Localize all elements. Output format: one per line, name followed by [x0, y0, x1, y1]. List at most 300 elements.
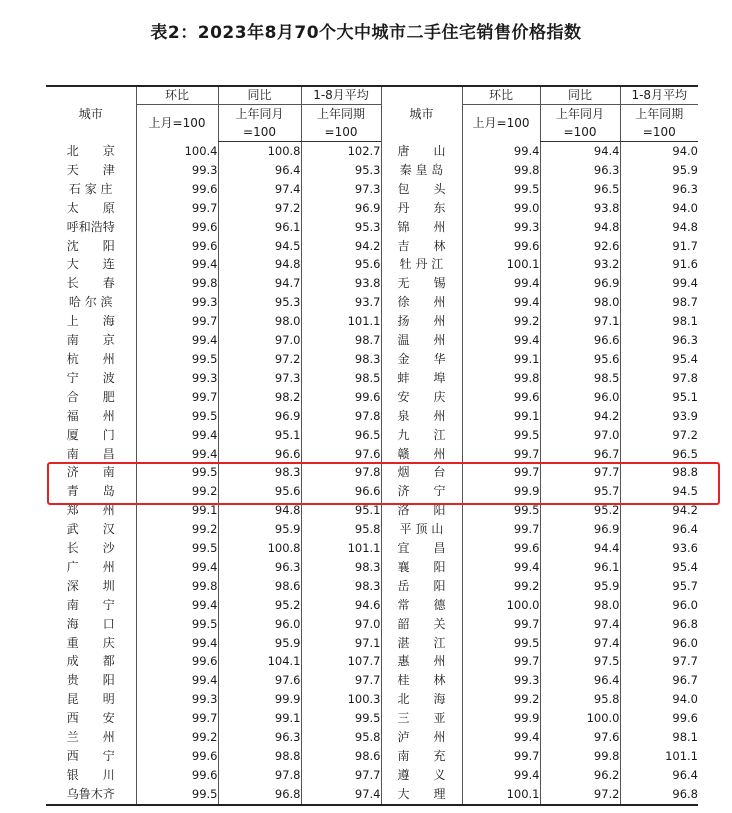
city-name: 太 原	[66, 200, 115, 215]
table-row	[46, 577, 698, 596]
mom-value: 99.7	[462, 615, 540, 634]
city-name: 温 州	[381, 331, 462, 350]
city-name: 南 宁	[66, 597, 115, 612]
city-name: 上 海	[66, 314, 115, 329]
avg-value: 97.7	[301, 766, 381, 785]
city-name: 遵 义	[381, 766, 462, 785]
city-name: 贵 阳	[66, 673, 115, 688]
mom-value: 99.4	[462, 274, 540, 293]
city-name: 深 圳	[66, 578, 115, 593]
avg-value: 100.3	[301, 690, 381, 709]
city-name: 青 岛	[66, 484, 115, 499]
city-name: 广 州	[66, 559, 115, 574]
table-row	[46, 350, 698, 369]
table-row	[46, 237, 698, 256]
mom-value: 99.1	[462, 350, 540, 369]
mom-value: 99.3	[136, 690, 218, 709]
mom-value: 99.3	[136, 161, 218, 180]
yoy-value: 97.6	[218, 671, 301, 690]
avg-value: 95.6	[301, 255, 381, 274]
yoy-value: 95.6	[540, 350, 620, 369]
header-avg-left: 1-8月平均	[301, 86, 381, 105]
mom-value: 99.6	[462, 237, 540, 256]
yoy-value: 98.0	[540, 293, 620, 312]
avg-value: 95.7	[620, 577, 698, 596]
yoy-value: 96.9	[540, 274, 620, 293]
avg-value: 95.1	[620, 388, 698, 407]
city-name: 长 春	[66, 276, 115, 291]
table-row	[46, 142, 698, 161]
avg-value: 98.5	[301, 369, 381, 388]
avg-value: 94.0	[620, 142, 698, 161]
mom-value: 99.0	[462, 199, 540, 218]
table-row	[46, 255, 698, 274]
avg-value: 93.6	[620, 539, 698, 558]
mom-value: 99.4	[136, 596, 218, 615]
yoy-value: 95.2	[218, 596, 301, 615]
table-row	[46, 596, 698, 615]
avg-value: 98.7	[620, 293, 698, 312]
yoy-value: 100.0	[540, 709, 620, 728]
avg-value: 93.8	[301, 274, 381, 293]
mom-value: 99.1	[136, 501, 218, 520]
mom-value: 99.4	[136, 634, 218, 653]
city-name: 海 口	[66, 616, 115, 631]
yoy-value: 94.8	[218, 255, 301, 274]
city-name: 蚌 埠	[381, 369, 462, 388]
table-row	[46, 671, 698, 690]
avg-value: 97.2	[620, 426, 698, 445]
yoy-value: 104.1	[218, 652, 301, 671]
avg-value: 101.1	[301, 312, 381, 331]
table-row	[46, 199, 698, 218]
avg-value: 96.8	[620, 785, 698, 805]
yoy-value: 100.8	[218, 142, 301, 161]
yoy-value: 98.2	[218, 388, 301, 407]
mom-value: 99.3	[462, 218, 540, 237]
mom-value: 99.9	[462, 709, 540, 728]
table-row	[46, 728, 698, 747]
avg-value: 95.9	[620, 161, 698, 180]
table-row	[46, 218, 698, 237]
avg-value: 95.8	[301, 728, 381, 747]
city-name: 济 南	[66, 465, 115, 480]
avg-value: 96.6	[301, 482, 381, 501]
mom-value: 99.8	[136, 577, 218, 596]
avg-value: 96.3	[620, 180, 698, 199]
mom-value: 99.3	[136, 369, 218, 388]
yoy-value: 95.8	[540, 690, 620, 709]
city-name: 呼和浩特	[66, 219, 115, 234]
yoy-value: 94.5	[218, 237, 301, 256]
table-row	[46, 615, 698, 634]
mom-value: 99.4	[136, 671, 218, 690]
avg-value: 98.3	[301, 350, 381, 369]
city-name: 成 都	[66, 654, 115, 669]
city-name: 泸 州	[381, 728, 462, 747]
yoy-value: 96.7	[540, 445, 620, 464]
yoy-value: 97.2	[218, 350, 301, 369]
mom-value: 99.8	[136, 274, 218, 293]
price-index-table	[46, 85, 698, 806]
city-name: 宜 昌	[381, 539, 462, 558]
header-yoy-left: 同比	[218, 86, 301, 105]
avg-value: 98.1	[620, 728, 698, 747]
table-row	[46, 520, 698, 539]
header-avg-sub1-left: 上年同期	[301, 105, 381, 124]
city-name: 重 庆	[66, 635, 115, 650]
table-row	[46, 274, 698, 293]
avg-value: 97.7	[301, 671, 381, 690]
yoy-value: 96.0	[218, 615, 301, 634]
mom-value: 99.6	[462, 388, 540, 407]
mom-value: 99.9	[462, 482, 540, 501]
avg-value: 94.6	[301, 596, 381, 615]
mom-value: 99.4	[136, 331, 218, 350]
mom-value: 99.6	[462, 539, 540, 558]
mom-value: 99.5	[462, 180, 540, 199]
avg-value: 95.8	[301, 520, 381, 539]
city-name: 烟 台	[381, 463, 462, 482]
avg-value: 107.7	[301, 652, 381, 671]
city-name: 兰 州	[66, 730, 115, 745]
mom-value: 99.4	[462, 142, 540, 161]
avg-value: 99.6	[620, 709, 698, 728]
avg-value: 98.6	[301, 747, 381, 766]
city-name: 金 华	[381, 350, 462, 369]
yoy-value: 100.8	[218, 539, 301, 558]
yoy-value: 96.4	[540, 671, 620, 690]
mom-value: 99.6	[136, 180, 218, 199]
avg-value: 102.7	[301, 142, 381, 161]
mom-value: 99.2	[136, 520, 218, 539]
avg-value: 96.5	[301, 426, 381, 445]
city-name: 济 宁	[381, 482, 462, 501]
mom-value: 99.5	[462, 501, 540, 520]
mom-value: 99.2	[136, 482, 218, 501]
header-mom-sub-left: 上月=100	[136, 105, 218, 142]
city-name: 九 江	[381, 426, 462, 445]
yoy-value: 95.9	[218, 634, 301, 653]
yoy-value: 95.9	[218, 520, 301, 539]
mom-value: 99.5	[136, 350, 218, 369]
table-row	[46, 766, 698, 785]
header-mom-left: 环比	[136, 86, 218, 105]
yoy-value: 94.4	[540, 142, 620, 161]
city-name: 长 沙	[66, 541, 115, 556]
city-name: 银 川	[66, 767, 115, 782]
table-row	[46, 482, 698, 501]
avg-value: 96.0	[620, 634, 698, 653]
city-name: 泉 州	[381, 407, 462, 426]
city-name: 南 京	[66, 333, 115, 348]
yoy-value: 96.3	[540, 161, 620, 180]
mom-value: 99.4	[462, 766, 540, 785]
yoy-value: 95.1	[218, 426, 301, 445]
city-name: 岳 阳	[381, 577, 462, 596]
mom-value: 99.6	[136, 218, 218, 237]
avg-value: 94.2	[620, 501, 698, 520]
mom-value: 99.8	[462, 161, 540, 180]
mom-value: 99.4	[462, 558, 540, 577]
avg-value: 91.7	[620, 237, 698, 256]
city-name: 厦 门	[66, 427, 115, 442]
avg-value: 97.1	[301, 634, 381, 653]
yoy-value: 96.9	[218, 407, 301, 426]
mom-value: 99.7	[136, 709, 218, 728]
mom-value: 99.5	[136, 539, 218, 558]
table-row	[46, 331, 698, 350]
mom-value: 99.1	[462, 407, 540, 426]
city-name: 洛 阳	[381, 501, 462, 520]
mom-value: 99.5	[462, 634, 540, 653]
mom-value: 99.5	[462, 426, 540, 445]
mom-value: 99.7	[462, 463, 540, 482]
city-name: 安 庆	[381, 388, 462, 407]
yoy-value: 94.7	[218, 274, 301, 293]
table-row	[46, 709, 698, 728]
city-name: 郑 州	[66, 503, 115, 518]
city-name: 吉 林	[381, 237, 462, 256]
yoy-value: 96.6	[540, 331, 620, 350]
city-name: 北 京	[66, 143, 115, 158]
mom-value: 99.4	[462, 331, 540, 350]
yoy-value: 99.8	[540, 747, 620, 766]
city-name: 宁 波	[66, 370, 115, 385]
mom-value: 100.0	[462, 596, 540, 615]
yoy-value: 97.1	[540, 312, 620, 331]
avg-value: 101.1	[620, 747, 698, 766]
yoy-value: 97.3	[218, 369, 301, 388]
avg-value: 96.4	[620, 766, 698, 785]
city-name: 北 海	[381, 690, 462, 709]
yoy-value: 96.0	[540, 388, 620, 407]
yoy-value: 97.6	[540, 728, 620, 747]
city-name: 西 宁	[66, 749, 115, 763]
yoy-value: 97.5	[540, 652, 620, 671]
yoy-value: 97.2	[218, 199, 301, 218]
city-name: 徐 州	[381, 293, 462, 312]
yoy-value: 99.9	[218, 690, 301, 709]
avg-value: 99.5	[301, 709, 381, 728]
yoy-value: 96.3	[218, 728, 301, 747]
avg-value: 94.2	[301, 237, 381, 256]
mom-value: 100.1	[462, 785, 540, 805]
city-name: 锦 州	[381, 218, 462, 237]
mom-value: 99.8	[462, 369, 540, 388]
avg-value: 94.0	[620, 690, 698, 709]
city-name: 昆 明	[66, 692, 115, 707]
mom-value: 99.2	[136, 728, 218, 747]
yoy-value: 96.1	[540, 558, 620, 577]
table-row	[46, 180, 698, 199]
yoy-value: 99.1	[218, 709, 301, 728]
header-city-right: 城市	[381, 86, 462, 142]
avg-value: 97.7	[620, 652, 698, 671]
header-mom-sub-right: 上月=100	[462, 105, 540, 142]
yoy-value: 97.0	[218, 331, 301, 350]
mom-value: 99.4	[462, 728, 540, 747]
avg-value: 97.8	[620, 369, 698, 388]
header-avg-sub2-left: =100	[301, 123, 381, 142]
mom-value: 99.7	[462, 520, 540, 539]
city-name: 牡 丹 江	[381, 255, 462, 274]
yoy-value: 96.4	[218, 161, 301, 180]
yoy-value: 96.8	[218, 785, 301, 805]
yoy-value: 93.8	[540, 199, 620, 218]
yoy-value: 96.6	[218, 445, 301, 464]
yoy-value: 95.2	[540, 501, 620, 520]
city-name: 桂 林	[381, 671, 462, 690]
avg-value: 91.6	[620, 255, 698, 274]
header-mom-right: 环比	[462, 86, 540, 105]
yoy-value: 93.2	[540, 255, 620, 274]
mom-value: 99.7	[136, 199, 218, 218]
yoy-value: 98.0	[218, 312, 301, 331]
mom-value: 99.4	[136, 558, 218, 577]
mom-value: 99.4	[462, 293, 540, 312]
city-name: 南 充	[381, 747, 462, 766]
avg-value: 93.7	[301, 293, 381, 312]
avg-value: 98.3	[301, 558, 381, 577]
mom-value: 99.3	[462, 671, 540, 690]
mom-value: 100.4	[136, 142, 218, 161]
mom-value: 99.7	[462, 445, 540, 464]
yoy-value: 96.9	[540, 520, 620, 539]
avg-value: 95.4	[620, 350, 698, 369]
table-row	[46, 463, 698, 482]
yoy-value: 97.4	[540, 634, 620, 653]
table-row	[46, 785, 698, 805]
header-avg-sub1-right: 上年同期	[620, 105, 698, 124]
city-name: 包 头	[381, 180, 462, 199]
avg-value: 98.7	[301, 331, 381, 350]
city-name: 韶 关	[381, 615, 462, 634]
table-row	[46, 634, 698, 653]
avg-value: 98.1	[620, 312, 698, 331]
table-row	[46, 312, 698, 331]
avg-value: 94.8	[620, 218, 698, 237]
mom-value: 100.1	[462, 255, 540, 274]
city-name: 湛 江	[381, 634, 462, 653]
city-name: 哈 尔 滨	[68, 295, 113, 310]
yoy-value: 94.8	[540, 218, 620, 237]
table-row	[46, 690, 698, 709]
mom-value: 99.3	[136, 293, 218, 312]
mom-value: 99.7	[462, 652, 540, 671]
table-row	[46, 426, 698, 445]
avg-value: 96.3	[620, 331, 698, 350]
mom-value: 99.6	[136, 652, 218, 671]
yoy-value: 97.2	[540, 785, 620, 805]
avg-value: 97.0	[301, 615, 381, 634]
header-city-left: 城市	[46, 86, 136, 142]
city-name: 合 肥	[66, 389, 115, 404]
yoy-value: 96.2	[540, 766, 620, 785]
avg-value: 96.4	[620, 520, 698, 539]
city-name: 武 汉	[66, 522, 115, 537]
city-name: 大 连	[66, 257, 115, 272]
yoy-value: 98.3	[218, 463, 301, 482]
yoy-value: 97.0	[540, 426, 620, 445]
avg-value: 96.5	[620, 445, 698, 464]
avg-value: 99.6	[301, 388, 381, 407]
city-name: 石 家 庄	[68, 181, 113, 196]
yoy-value: 94.4	[540, 539, 620, 558]
header-yoy-sub1-right: 上年同月	[540, 105, 620, 124]
mom-value: 99.2	[462, 690, 540, 709]
mom-value: 99.7	[136, 388, 218, 407]
mom-value: 99.4	[136, 255, 218, 274]
yoy-value: 98.8	[218, 747, 301, 766]
yoy-value: 97.4	[218, 180, 301, 199]
header-avg-right: 1-8月平均	[620, 86, 698, 105]
city-name: 常 德	[381, 596, 462, 615]
mom-value: 99.5	[136, 785, 218, 805]
city-name: 乌鲁木齐	[46, 785, 136, 805]
table-row	[46, 388, 698, 407]
city-name: 丹 东	[381, 199, 462, 218]
city-name: 三 亚	[381, 709, 462, 728]
city-name: 秦 皇 岛	[381, 161, 462, 180]
yoy-value: 97.4	[540, 615, 620, 634]
mom-value: 99.2	[462, 312, 540, 331]
avg-value: 98.3	[301, 577, 381, 596]
mom-value: 99.6	[136, 766, 218, 785]
table-row	[46, 293, 698, 312]
yoy-value: 98.5	[540, 369, 620, 388]
avg-value: 95.1	[301, 501, 381, 520]
city-name: 惠 州	[381, 652, 462, 671]
avg-value: 97.4	[301, 785, 381, 805]
avg-value: 93.9	[620, 407, 698, 426]
header-avg-sub2-right: =100	[620, 123, 698, 142]
avg-value: 101.1	[301, 539, 381, 558]
avg-value: 96.7	[620, 671, 698, 690]
table-body	[46, 142, 698, 805]
city-name: 唐 山	[381, 142, 462, 161]
yoy-value: 96.1	[218, 218, 301, 237]
city-name: 西 安	[66, 711, 115, 726]
yoy-value: 97.7	[540, 463, 620, 482]
mom-value: 99.4	[136, 426, 218, 445]
city-name: 南 昌	[66, 446, 115, 461]
city-name: 杭 州	[66, 351, 115, 366]
avg-value: 94.5	[620, 482, 698, 501]
avg-value: 94.0	[620, 199, 698, 218]
header-yoy-sub2-right: =100	[540, 123, 620, 142]
mom-value: 99.5	[136, 615, 218, 634]
yoy-value: 95.6	[218, 482, 301, 501]
city-name: 沈 阳	[66, 238, 115, 253]
table-row	[46, 747, 698, 766]
avg-value: 95.3	[301, 161, 381, 180]
header-yoy-sub2-left: =100	[218, 123, 301, 142]
city-name: 无 锡	[381, 274, 462, 293]
avg-value: 96.8	[620, 615, 698, 634]
mom-value: 99.7	[462, 747, 540, 766]
city-name: 平 顶 山	[381, 520, 462, 539]
yoy-value: 95.3	[218, 293, 301, 312]
avg-value: 98.8	[620, 463, 698, 482]
avg-value: 97.8	[301, 407, 381, 426]
yoy-value: 95.9	[540, 577, 620, 596]
yoy-value: 96.3	[218, 558, 301, 577]
table-row	[46, 501, 698, 520]
avg-value: 96.0	[620, 596, 698, 615]
mom-value: 99.2	[462, 577, 540, 596]
mom-value: 99.6	[136, 747, 218, 766]
